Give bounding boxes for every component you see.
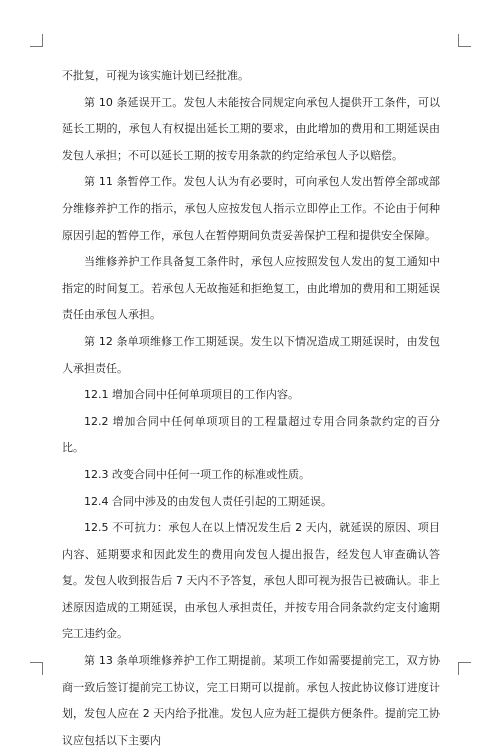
paragraph-resume-work: 当维修养护工作具备复工条件时，承包人应按照发包人发出的复工通知中指定的时间复工。若承包人无故拖延和拒绝复工，由此增加的费用和工期延误责任由承包人承担。: [62, 255, 440, 322]
paragraph-article-13: 第 13 条单项维修养护工作工期提前。某项工作如需要提前完工，双方协商一致后签订提前完工协议，完工日期可以提前。承包人按此协议修订进度计划，发包人应在 2 天内给予批准。发包人应为赶工提供方便条件。提前完工协议应包括以下主要内: [62, 654, 440, 747]
clause-12-3: 12.3 改变合同中任何一项工作的标准或性质。: [84, 467, 310, 481]
crop-mark-bottom-left: [30, 662, 43, 675]
paragraph-article-10: 第 10 条延误开工。发包人未能按合同规定向承包人提供开工条件，可以延长工期的，承包人有权提出延长工期的要求，由此增加的费用和工期延误由发包人承担；不可以延长工期的按专用条款的约定给承包人予以赔偿。: [62, 95, 440, 162]
paragraph-continuation: 不批复，可视为该实施计划已经批准。: [62, 69, 249, 82]
paragraph-article-11: 第 11 条暂停工作。发包人认为有必要时，可向承包人发出暂停全部或部分维修养护工作的指示，承包人应按发包人指示立即停止工作。不论由于何种原因引起的暂停工作，承包人在暂停期间负责妥善保护工程和提供安全保障。: [62, 175, 440, 242]
crop-mark-top-left: [30, 34, 43, 47]
clause-12-5: 12.5 不可抗力：承包人在以上情况发生后 2 天内，就延误的原因、项目内容、延期要求和因此发生的费用向发包人提出报告，经发包人审查确认答复。发包人收到报告后 7 天内不予答复，承包人即可视为报告已被确认。非上述原因造成的工期延误，由承包人承担责任，并按专用合同条款约定支付逾期完工违约金。: [62, 521, 440, 641]
clause-12-4: 12.4 合同中涉及的由发包人责任引起的工期延误。: [84, 494, 332, 508]
clause-12-1: 12.1 增加合同中任何单项项目的工作内容。: [84, 388, 299, 402]
paragraph-article-12: 第 12 条单项维修工作工期延误。发生以下情况造成工期延误时，由发包人承担责任。: [62, 334, 440, 375]
document-body: [62, 63, 440, 754]
crop-mark-top-right: [458, 34, 471, 47]
clause-12-2: 12.2 增加合同中任何单项项目的工程量超过专用合同条款约定的百分比。: [62, 414, 440, 455]
crop-mark-bottom-right: [458, 662, 471, 675]
